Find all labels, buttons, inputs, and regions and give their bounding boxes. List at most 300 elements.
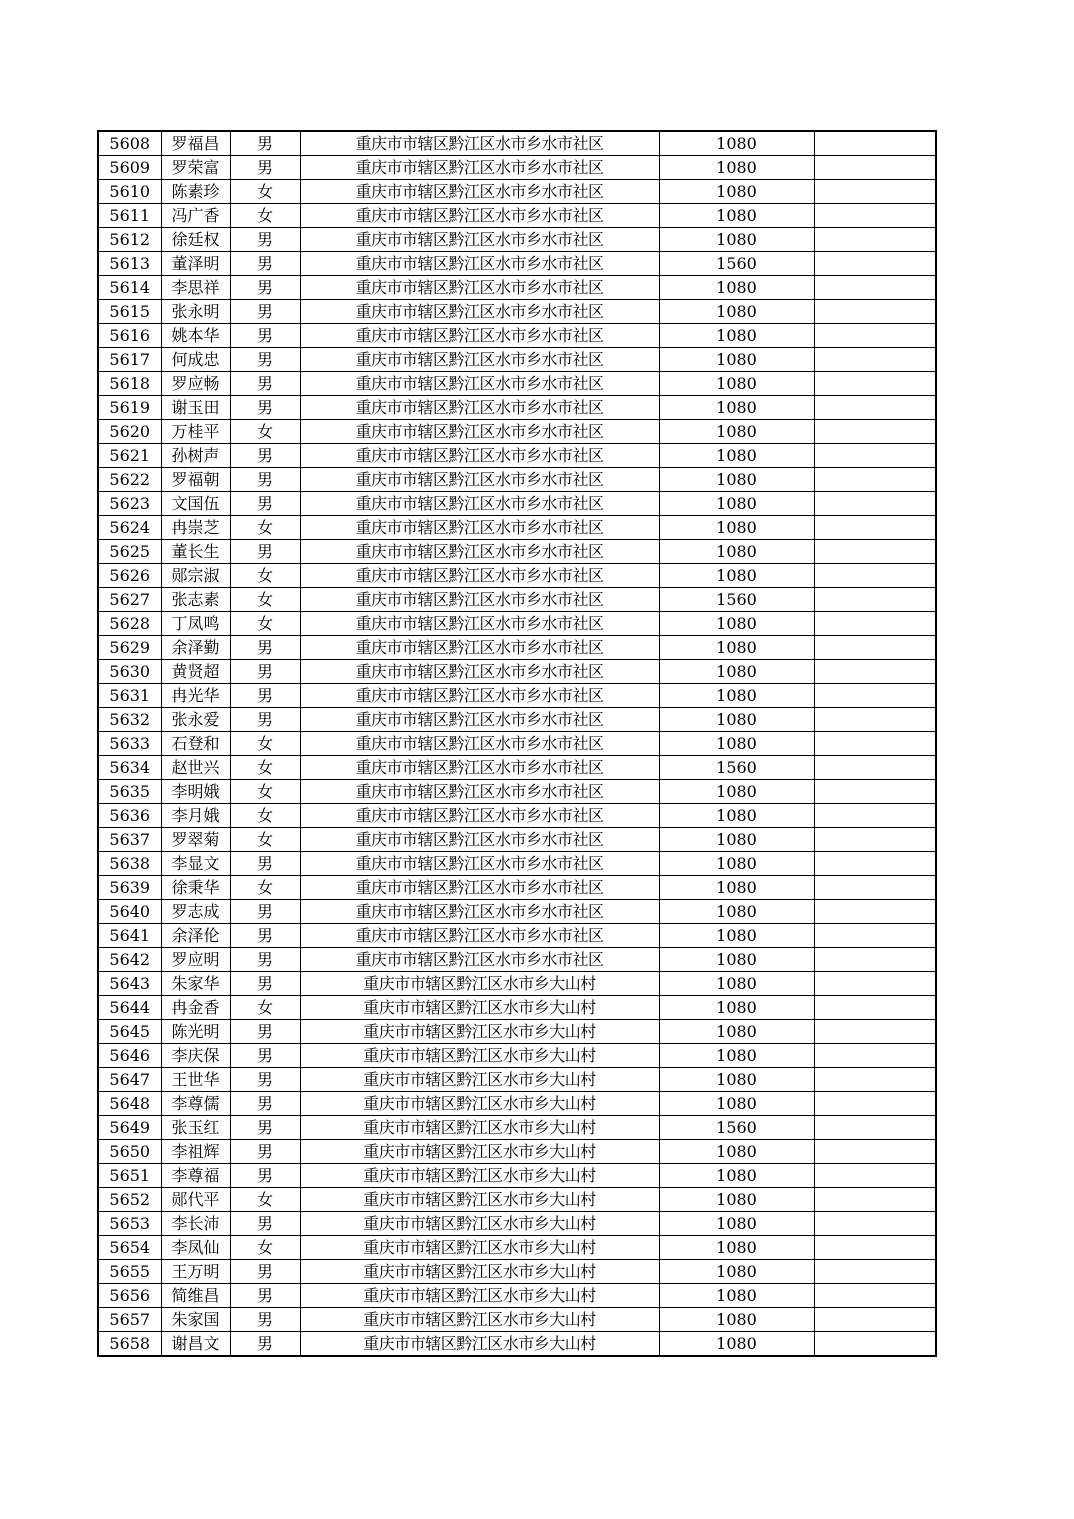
row-amount-cell: 1080 bbox=[659, 876, 814, 900]
row-gender-cell: 女 bbox=[230, 420, 300, 444]
table-row bbox=[98, 516, 936, 540]
row-gender-cell: 男 bbox=[230, 1092, 300, 1116]
row-note-cell bbox=[814, 1044, 936, 1068]
row-note-cell bbox=[814, 684, 936, 708]
row-note-cell bbox=[814, 636, 936, 660]
row-note-cell bbox=[814, 1308, 936, 1332]
table-row bbox=[98, 804, 936, 828]
row-id-cell: 5626 bbox=[98, 564, 161, 588]
row-address-cell: 重庆市市辖区黔江区水市乡水市社区 bbox=[300, 348, 659, 372]
row-id-cell: 5613 bbox=[98, 252, 161, 276]
row-note-cell bbox=[814, 1116, 936, 1140]
row-gender-cell: 男 bbox=[230, 300, 300, 324]
table-row bbox=[98, 324, 936, 348]
row-amount-cell: 1080 bbox=[659, 924, 814, 948]
row-amount-cell: 1080 bbox=[659, 1284, 814, 1308]
table-row bbox=[98, 588, 936, 612]
row-id-cell: 5633 bbox=[98, 732, 161, 756]
row-name-cell: 朱家国 bbox=[161, 1308, 230, 1332]
row-note-cell bbox=[814, 492, 936, 516]
row-id-cell: 5657 bbox=[98, 1308, 161, 1332]
row-gender-cell: 男 bbox=[230, 348, 300, 372]
row-address-cell: 重庆市市辖区黔江区水市乡大山村 bbox=[300, 1116, 659, 1140]
row-amount-cell: 1080 bbox=[659, 131, 814, 156]
table-row bbox=[98, 396, 936, 420]
table-row bbox=[98, 1332, 936, 1357]
row-id-cell: 5654 bbox=[98, 1236, 161, 1260]
row-amount-cell: 1080 bbox=[659, 204, 814, 228]
table-row bbox=[98, 276, 936, 300]
row-address-cell: 重庆市市辖区黔江区水市乡水市社区 bbox=[300, 228, 659, 252]
row-id-cell: 5631 bbox=[98, 684, 161, 708]
row-id-cell: 5643 bbox=[98, 972, 161, 996]
row-amount-cell: 1560 bbox=[659, 1116, 814, 1140]
row-name-cell: 徐秉华 bbox=[161, 876, 230, 900]
row-amount-cell: 1080 bbox=[659, 1308, 814, 1332]
row-id-cell: 5618 bbox=[98, 372, 161, 396]
row-note-cell bbox=[814, 420, 936, 444]
row-amount-cell: 1080 bbox=[659, 948, 814, 972]
row-gender-cell: 男 bbox=[230, 1140, 300, 1164]
table-row bbox=[98, 1236, 936, 1260]
row-address-cell: 重庆市市辖区黔江区水市乡大山村 bbox=[300, 972, 659, 996]
row-name-cell: 冉金香 bbox=[161, 996, 230, 1020]
row-gender-cell: 男 bbox=[230, 972, 300, 996]
row-amount-cell: 1080 bbox=[659, 1092, 814, 1116]
row-id-cell: 5624 bbox=[98, 516, 161, 540]
row-address-cell: 重庆市市辖区黔江区水市乡水市社区 bbox=[300, 924, 659, 948]
row-note-cell bbox=[814, 1164, 936, 1188]
table-row bbox=[98, 1068, 936, 1092]
row-address-cell: 重庆市市辖区黔江区水市乡大山村 bbox=[300, 1284, 659, 1308]
row-address-cell: 重庆市市辖区黔江区水市乡水市社区 bbox=[300, 324, 659, 348]
row-address-cell: 重庆市市辖区黔江区水市乡水市社区 bbox=[300, 804, 659, 828]
row-name-cell: 张玉红 bbox=[161, 1116, 230, 1140]
row-id-cell: 5620 bbox=[98, 420, 161, 444]
row-amount-cell: 1080 bbox=[659, 1020, 814, 1044]
row-gender-cell: 女 bbox=[230, 780, 300, 804]
row-id-cell: 5636 bbox=[98, 804, 161, 828]
row-name-cell: 罗应畅 bbox=[161, 372, 230, 396]
row-note-cell bbox=[814, 444, 936, 468]
table-row bbox=[98, 996, 936, 1020]
row-gender-cell: 男 bbox=[230, 1332, 300, 1357]
row-address-cell: 重庆市市辖区黔江区水市乡大山村 bbox=[300, 1236, 659, 1260]
row-name-cell: 孙树声 bbox=[161, 444, 230, 468]
table-row bbox=[98, 924, 936, 948]
row-name-cell: 罗福昌 bbox=[161, 131, 230, 156]
row-gender-cell: 女 bbox=[230, 732, 300, 756]
row-amount-cell: 1080 bbox=[659, 1212, 814, 1236]
row-gender-cell: 男 bbox=[230, 708, 300, 732]
row-address-cell: 重庆市市辖区黔江区水市乡水市社区 bbox=[300, 780, 659, 804]
row-address-cell: 重庆市市辖区黔江区水市乡水市社区 bbox=[300, 900, 659, 924]
row-address-cell: 重庆市市辖区黔江区水市乡大山村 bbox=[300, 1164, 659, 1188]
row-gender-cell: 男 bbox=[230, 1260, 300, 1284]
row-name-cell: 罗翠菊 bbox=[161, 828, 230, 852]
row-note-cell bbox=[814, 804, 936, 828]
row-amount-cell: 1080 bbox=[659, 1236, 814, 1260]
row-amount-cell: 1080 bbox=[659, 684, 814, 708]
row-address-cell: 重庆市市辖区黔江区水市乡水市社区 bbox=[300, 540, 659, 564]
row-note-cell bbox=[814, 516, 936, 540]
row-id-cell: 5642 bbox=[98, 948, 161, 972]
row-note-cell bbox=[814, 900, 936, 924]
row-id-cell: 5632 bbox=[98, 708, 161, 732]
row-amount-cell: 1080 bbox=[659, 156, 814, 180]
row-name-cell: 李长沛 bbox=[161, 1212, 230, 1236]
row-gender-cell: 男 bbox=[230, 924, 300, 948]
row-name-cell: 陈素珍 bbox=[161, 180, 230, 204]
table-row bbox=[98, 300, 936, 324]
row-id-cell: 5645 bbox=[98, 1020, 161, 1044]
row-note-cell bbox=[814, 372, 936, 396]
table-row bbox=[98, 972, 936, 996]
row-note-cell bbox=[814, 324, 936, 348]
row-id-cell: 5644 bbox=[98, 996, 161, 1020]
row-id-cell: 5621 bbox=[98, 444, 161, 468]
table-row bbox=[98, 372, 936, 396]
row-id-cell: 5622 bbox=[98, 468, 161, 492]
row-address-cell: 重庆市市辖区黔江区水市乡大山村 bbox=[300, 1260, 659, 1284]
table-row bbox=[98, 1212, 936, 1236]
row-gender-cell: 女 bbox=[230, 564, 300, 588]
row-address-cell: 重庆市市辖区黔江区水市乡水市社区 bbox=[300, 252, 659, 276]
row-note-cell bbox=[814, 1260, 936, 1284]
table-row bbox=[98, 1044, 936, 1068]
row-address-cell: 重庆市市辖区黔江区水市乡水市社区 bbox=[300, 276, 659, 300]
row-note-cell bbox=[814, 732, 936, 756]
row-name-cell: 董泽明 bbox=[161, 252, 230, 276]
row-amount-cell: 1080 bbox=[659, 828, 814, 852]
row-name-cell: 李明娥 bbox=[161, 780, 230, 804]
row-id-cell: 5639 bbox=[98, 876, 161, 900]
row-note-cell bbox=[814, 708, 936, 732]
row-gender-cell: 女 bbox=[230, 828, 300, 852]
table-row bbox=[98, 852, 936, 876]
row-id-cell: 5625 bbox=[98, 540, 161, 564]
row-name-cell: 朱家华 bbox=[161, 972, 230, 996]
row-address-cell: 重庆市市辖区黔江区水市乡水市社区 bbox=[300, 468, 659, 492]
row-note-cell bbox=[814, 756, 936, 780]
row-note-cell bbox=[814, 180, 936, 204]
table-row bbox=[98, 756, 936, 780]
row-note-cell bbox=[814, 131, 936, 156]
row-name-cell: 冯广香 bbox=[161, 204, 230, 228]
row-note-cell bbox=[814, 1092, 936, 1116]
row-name-cell: 徐廷权 bbox=[161, 228, 230, 252]
row-address-cell: 重庆市市辖区黔江区水市乡水市社区 bbox=[300, 684, 659, 708]
row-address-cell: 重庆市市辖区黔江区水市乡水市社区 bbox=[300, 948, 659, 972]
row-address-cell: 重庆市市辖区黔江区水市乡水市社区 bbox=[300, 300, 659, 324]
table-row bbox=[98, 131, 936, 156]
row-gender-cell: 男 bbox=[230, 252, 300, 276]
row-gender-cell: 女 bbox=[230, 1188, 300, 1212]
row-name-cell: 李尊福 bbox=[161, 1164, 230, 1188]
row-address-cell: 重庆市市辖区黔江区水市乡水市社区 bbox=[300, 876, 659, 900]
row-id-cell: 5656 bbox=[98, 1284, 161, 1308]
row-id-cell: 5615 bbox=[98, 300, 161, 324]
row-name-cell: 谢昌文 bbox=[161, 1332, 230, 1357]
table-row bbox=[98, 948, 936, 972]
table-row bbox=[98, 612, 936, 636]
row-amount-cell: 1080 bbox=[659, 1164, 814, 1188]
row-name-cell: 王万明 bbox=[161, 1260, 230, 1284]
row-note-cell bbox=[814, 852, 936, 876]
row-id-cell: 5611 bbox=[98, 204, 161, 228]
row-amount-cell: 1080 bbox=[659, 972, 814, 996]
row-note-cell bbox=[814, 612, 936, 636]
row-id-cell: 5627 bbox=[98, 588, 161, 612]
row-gender-cell: 女 bbox=[230, 612, 300, 636]
table-row bbox=[98, 228, 936, 252]
row-address-cell: 重庆市市辖区黔江区水市乡大山村 bbox=[300, 1140, 659, 1164]
row-address-cell: 重庆市市辖区黔江区水市乡水市社区 bbox=[300, 660, 659, 684]
row-note-cell bbox=[814, 276, 936, 300]
row-name-cell: 李月娥 bbox=[161, 804, 230, 828]
row-id-cell: 5647 bbox=[98, 1068, 161, 1092]
row-amount-cell: 1560 bbox=[659, 756, 814, 780]
table-row bbox=[98, 1164, 936, 1188]
row-name-cell: 冉崇芝 bbox=[161, 516, 230, 540]
row-note-cell bbox=[814, 1188, 936, 1212]
row-name-cell: 李凤仙 bbox=[161, 1236, 230, 1260]
row-address-cell: 重庆市市辖区黔江区水市乡水市社区 bbox=[300, 204, 659, 228]
table-row bbox=[98, 732, 936, 756]
row-gender-cell: 女 bbox=[230, 876, 300, 900]
row-address-cell: 重庆市市辖区黔江区水市乡大山村 bbox=[300, 1020, 659, 1044]
row-address-cell: 重庆市市辖区黔江区水市乡大山村 bbox=[300, 1092, 659, 1116]
row-name-cell: 简维昌 bbox=[161, 1284, 230, 1308]
row-amount-cell: 1080 bbox=[659, 1140, 814, 1164]
row-gender-cell: 男 bbox=[230, 324, 300, 348]
row-gender-cell: 男 bbox=[230, 156, 300, 180]
row-gender-cell: 男 bbox=[230, 372, 300, 396]
row-name-cell: 郧代平 bbox=[161, 1188, 230, 1212]
table-row bbox=[98, 828, 936, 852]
row-address-cell: 重庆市市辖区黔江区水市乡水市社区 bbox=[300, 732, 659, 756]
row-id-cell: 5650 bbox=[98, 1140, 161, 1164]
table-row bbox=[98, 660, 936, 684]
row-name-cell: 董长生 bbox=[161, 540, 230, 564]
row-id-cell: 5614 bbox=[98, 276, 161, 300]
row-name-cell: 李祖辉 bbox=[161, 1140, 230, 1164]
row-gender-cell: 男 bbox=[230, 444, 300, 468]
row-id-cell: 5628 bbox=[98, 612, 161, 636]
row-gender-cell: 男 bbox=[230, 1284, 300, 1308]
row-note-cell bbox=[814, 348, 936, 372]
row-amount-cell: 1080 bbox=[659, 732, 814, 756]
row-gender-cell: 男 bbox=[230, 1044, 300, 1068]
row-address-cell: 重庆市市辖区黔江区水市乡水市社区 bbox=[300, 756, 659, 780]
row-note-cell bbox=[814, 876, 936, 900]
row-amount-cell: 1080 bbox=[659, 1260, 814, 1284]
row-amount-cell: 1080 bbox=[659, 1188, 814, 1212]
row-address-cell: 重庆市市辖区黔江区水市乡大山村 bbox=[300, 1212, 659, 1236]
row-amount-cell: 1080 bbox=[659, 324, 814, 348]
row-gender-cell: 女 bbox=[230, 516, 300, 540]
row-amount-cell: 1080 bbox=[659, 660, 814, 684]
row-address-cell: 重庆市市辖区黔江区水市乡水市社区 bbox=[300, 564, 659, 588]
row-gender-cell: 男 bbox=[230, 1308, 300, 1332]
table-row bbox=[98, 540, 936, 564]
table-row bbox=[98, 348, 936, 372]
row-name-cell: 李庆保 bbox=[161, 1044, 230, 1068]
row-gender-cell: 女 bbox=[230, 180, 300, 204]
row-amount-cell: 1080 bbox=[659, 468, 814, 492]
row-name-cell: 罗志成 bbox=[161, 900, 230, 924]
row-address-cell: 重庆市市辖区黔江区水市乡大山村 bbox=[300, 996, 659, 1020]
row-amount-cell: 1080 bbox=[659, 708, 814, 732]
row-id-cell: 5610 bbox=[98, 180, 161, 204]
row-note-cell bbox=[814, 564, 936, 588]
row-id-cell: 5608 bbox=[98, 131, 161, 156]
row-amount-cell: 1080 bbox=[659, 348, 814, 372]
table-row bbox=[98, 708, 936, 732]
row-gender-cell: 男 bbox=[230, 852, 300, 876]
row-name-cell: 罗荣富 bbox=[161, 156, 230, 180]
row-id-cell: 5651 bbox=[98, 1164, 161, 1188]
row-amount-cell: 1080 bbox=[659, 1332, 814, 1357]
row-note-cell bbox=[814, 828, 936, 852]
row-name-cell: 余泽伦 bbox=[161, 924, 230, 948]
row-note-cell bbox=[814, 1332, 936, 1357]
row-gender-cell: 男 bbox=[230, 276, 300, 300]
table-row bbox=[98, 156, 936, 180]
row-amount-cell: 1080 bbox=[659, 564, 814, 588]
row-amount-cell: 1080 bbox=[659, 1044, 814, 1068]
row-id-cell: 5609 bbox=[98, 156, 161, 180]
row-amount-cell: 1080 bbox=[659, 300, 814, 324]
row-gender-cell: 女 bbox=[230, 804, 300, 828]
row-amount-cell: 1080 bbox=[659, 780, 814, 804]
table-row bbox=[98, 1284, 936, 1308]
row-id-cell: 5652 bbox=[98, 1188, 161, 1212]
row-gender-cell: 男 bbox=[230, 900, 300, 924]
row-id-cell: 5649 bbox=[98, 1116, 161, 1140]
row-note-cell bbox=[814, 780, 936, 804]
row-note-cell bbox=[814, 1284, 936, 1308]
row-name-cell: 罗福朝 bbox=[161, 468, 230, 492]
row-note-cell bbox=[814, 204, 936, 228]
row-address-cell: 重庆市市辖区黔江区水市乡水市社区 bbox=[300, 131, 659, 156]
row-gender-cell: 男 bbox=[230, 1068, 300, 1092]
row-address-cell: 重庆市市辖区黔江区水市乡水市社区 bbox=[300, 828, 659, 852]
row-note-cell bbox=[814, 1140, 936, 1164]
row-id-cell: 5612 bbox=[98, 228, 161, 252]
row-id-cell: 5646 bbox=[98, 1044, 161, 1068]
row-gender-cell: 男 bbox=[230, 660, 300, 684]
roster-rows bbox=[98, 131, 936, 1356]
row-address-cell: 重庆市市辖区黔江区水市乡水市社区 bbox=[300, 852, 659, 876]
row-note-cell bbox=[814, 948, 936, 972]
row-amount-cell: 1080 bbox=[659, 396, 814, 420]
row-address-cell: 重庆市市辖区黔江区水市乡水市社区 bbox=[300, 612, 659, 636]
row-amount-cell: 1080 bbox=[659, 804, 814, 828]
row-name-cell: 张永爱 bbox=[161, 708, 230, 732]
table-row bbox=[98, 1308, 936, 1332]
row-name-cell: 王世华 bbox=[161, 1068, 230, 1092]
row-name-cell: 何成忠 bbox=[161, 348, 230, 372]
row-name-cell: 李尊儒 bbox=[161, 1092, 230, 1116]
row-name-cell: 余泽勤 bbox=[161, 636, 230, 660]
row-amount-cell: 1080 bbox=[659, 996, 814, 1020]
row-name-cell: 万桂平 bbox=[161, 420, 230, 444]
row-amount-cell: 1080 bbox=[659, 444, 814, 468]
row-amount-cell: 1560 bbox=[659, 252, 814, 276]
row-address-cell: 重庆市市辖区黔江区水市乡大山村 bbox=[300, 1332, 659, 1357]
row-note-cell bbox=[814, 228, 936, 252]
row-gender-cell: 男 bbox=[230, 1116, 300, 1140]
table-row bbox=[98, 1092, 936, 1116]
row-address-cell: 重庆市市辖区黔江区水市乡大山村 bbox=[300, 1068, 659, 1092]
row-note-cell bbox=[814, 468, 936, 492]
row-gender-cell: 男 bbox=[230, 636, 300, 660]
row-gender-cell: 男 bbox=[230, 540, 300, 564]
row-note-cell bbox=[814, 996, 936, 1020]
row-id-cell: 5635 bbox=[98, 780, 161, 804]
row-gender-cell: 男 bbox=[230, 396, 300, 420]
row-gender-cell: 男 bbox=[230, 684, 300, 708]
row-note-cell bbox=[814, 1212, 936, 1236]
row-address-cell: 重庆市市辖区黔江区水市乡水市社区 bbox=[300, 708, 659, 732]
row-amount-cell: 1080 bbox=[659, 372, 814, 396]
row-id-cell: 5653 bbox=[98, 1212, 161, 1236]
row-gender-cell: 女 bbox=[230, 1236, 300, 1260]
row-address-cell: 重庆市市辖区黔江区水市乡大山村 bbox=[300, 1188, 659, 1212]
row-id-cell: 5629 bbox=[98, 636, 161, 660]
row-name-cell: 黄贤超 bbox=[161, 660, 230, 684]
row-amount-cell: 1560 bbox=[659, 588, 814, 612]
row-note-cell bbox=[814, 540, 936, 564]
table-row bbox=[98, 468, 936, 492]
row-note-cell bbox=[814, 396, 936, 420]
table-row bbox=[98, 180, 936, 204]
row-address-cell: 重庆市市辖区黔江区水市乡水市社区 bbox=[300, 444, 659, 468]
row-id-cell: 5623 bbox=[98, 492, 161, 516]
row-name-cell: 李显文 bbox=[161, 852, 230, 876]
row-gender-cell: 男 bbox=[230, 492, 300, 516]
row-note-cell bbox=[814, 660, 936, 684]
row-name-cell: 郧宗淑 bbox=[161, 564, 230, 588]
row-note-cell bbox=[814, 588, 936, 612]
row-id-cell: 5641 bbox=[98, 924, 161, 948]
row-address-cell: 重庆市市辖区黔江区水市乡水市社区 bbox=[300, 420, 659, 444]
row-id-cell: 5640 bbox=[98, 900, 161, 924]
row-gender-cell: 男 bbox=[230, 1212, 300, 1236]
table-row bbox=[98, 636, 936, 660]
roster-table bbox=[97, 130, 937, 1357]
row-address-cell: 重庆市市辖区黔江区水市乡水市社区 bbox=[300, 372, 659, 396]
row-amount-cell: 1080 bbox=[659, 900, 814, 924]
row-note-cell bbox=[814, 924, 936, 948]
row-gender-cell: 女 bbox=[230, 756, 300, 780]
table-row bbox=[98, 1116, 936, 1140]
row-id-cell: 5637 bbox=[98, 828, 161, 852]
table-row bbox=[98, 420, 936, 444]
row-address-cell: 重庆市市辖区黔江区水市乡水市社区 bbox=[300, 588, 659, 612]
row-gender-cell: 男 bbox=[230, 131, 300, 156]
row-address-cell: 重庆市市辖区黔江区水市乡水市社区 bbox=[300, 396, 659, 420]
table-row bbox=[98, 492, 936, 516]
row-gender-cell: 女 bbox=[230, 588, 300, 612]
row-note-cell bbox=[814, 300, 936, 324]
row-note-cell bbox=[814, 1236, 936, 1260]
row-address-cell: 重庆市市辖区黔江区水市乡大山村 bbox=[300, 1308, 659, 1332]
row-amount-cell: 1080 bbox=[659, 276, 814, 300]
row-name-cell: 石登和 bbox=[161, 732, 230, 756]
row-name-cell: 李思祥 bbox=[161, 276, 230, 300]
